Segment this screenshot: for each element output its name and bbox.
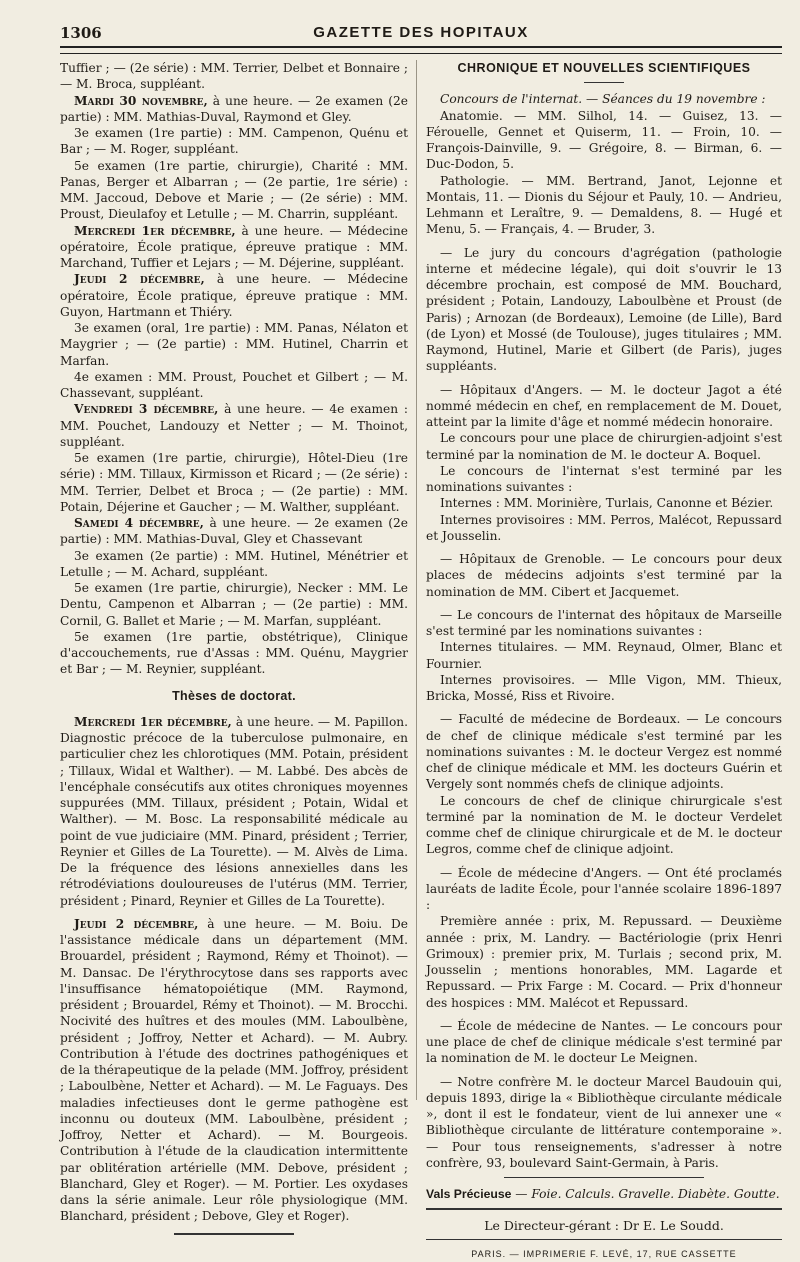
day-heading: Mercredi 1er décembre, — [74, 714, 232, 729]
paragraph: Tuffier ; — (2e série) : MM. Terrier, Delbet et Bonnaire ; — M. Broca, suppléant. — [60, 61, 408, 92]
entry-text: à une heure. — Médecine opératoire, École pratique, épreuve pratique : MM. Guyon, Hartmann et Thiéry. — [60, 272, 408, 319]
paragraph: Le concours de chef de clinique chirurgicale s'est terminé par la nomination de M. le docteur Verdelet comme chef de clinique chirurgicale et de M. le docteur Legros, comme chef de clinique adjoint. — [426, 793, 782, 857]
day-heading: Jeudi 2 décembre, — [74, 916, 199, 931]
day-heading: Vendredi 3 décembre, — [74, 402, 219, 417]
day-heading: Jeudi 2 décembre, — [74, 272, 205, 287]
paragraph: 4e examen : MM. Proust, Pouchet et Gilbert ; — M. Chassevant, suppléant. — [60, 369, 408, 400]
entry-text: à une heure. — 2e examen (2e partie) : MM. Mathias-Duval, Raymond et Gley. — [60, 93, 408, 124]
running-title: GAZETTE DES HOPITAUX — [313, 24, 529, 41]
printer-line: PARIS. — IMPRIMERIE F. LEVÉ, 17, RUE CASSETTE — [471, 1248, 737, 1259]
paragraph: — Hôpitaux d'Angers. — M. le docteur Jagot a été nommé médecin en chef, en remplacement de M. Douet, atteint par la limite d'âge et nommé médecin honoraire. — [426, 382, 782, 429]
paragraph: 5e examen (1re partie, chirurgie), Hôtel-Dieu (1re série) : MM. Tillaux, Kirmisson et Ricard ; — (2e série) : MM. Terrier, Delbet et Broca ; — (2e partie) : MM. Potain, Déjerine et Gaucher ; — M. Walther, suppléant. — [60, 451, 408, 514]
day-heading: Mercredi 1er décembre, — [74, 223, 236, 238]
day-heading: Mardi 30 novembre, — [74, 93, 208, 108]
paragraph: Internes provisoires : MM. Perros, Malécot, Repussard et Jousselin. — [426, 512, 782, 543]
paragraph: 3e examen (1re partie) : MM. Campenon, Quénu et Bar ; — M. Roger, suppléant. — [60, 126, 408, 157]
paragraph: — École de médecine de Nantes. — Le concours pour une place de chef de clinique médicale s'est terminé par la nomination de M. le docteur Le Meignen. — [426, 1018, 782, 1066]
paragraph: Pathologie. — MM. Bertrand, Janot, Lejonne et Montais, 11. — Dionis du Séjour et Pauly, 10. — Andrieu, Lehmann et Leraître, 9. — Demaldens, 8. — Hugé et Menu, 5. — Français, 4. — Bruder, 3. — [426, 173, 782, 237]
paragraph: — Faculté de médecine de Bordeaux. — Le concours de chef de clinique médicale s'est terminé par les nominations suivantes : M. le docteur Vergez est nommé chef de clinique médicale et MM. les docteurs Guérin et Vergely sont nommés chefs de clinique adjoints. — [426, 712, 782, 792]
paragraph: — École de médecine d'Angers. — Ont été proclamés lauréats de ladite École, pour l'année scolaire 1896-1897 : — [426, 865, 782, 912]
paragraph: Internes : MM. Morinière, Turlais, Canonne et Bézier. — [440, 496, 774, 511]
column-end-rule — [174, 1233, 294, 1235]
footer-rule — [426, 1208, 782, 1210]
exam-day-entry — [60, 401, 408, 450]
exam-day-entry — [60, 93, 408, 126]
paragraph: Le concours pour une place de chirurgien-adjoint s'est terminé par la nomination de M. le docteur A. Boquel. — [426, 431, 782, 462]
paragraph: 5e examen (1re partie, chirurgie), Charité : MM. Panas, Berger et Albarran ; — (2e partie, 1re série) : MM. Jaccoud, Debove et Marie ; — (2e série) : MM. Proust, Dieulafoy et Letulle ; — M. Charrin, suppléant. — [60, 158, 408, 222]
thesis-day-entry — [60, 916, 408, 1225]
paragraph: 3e examen (oral, 1re partie) : MM. Panas, Nélaton et Maygrier ; — (2e partie) : MM. Hutinel, Charrin et Marfan. — [60, 321, 408, 368]
separator-rule — [504, 1177, 704, 1178]
paragraph: — Le concours de l'internat des hôpitaux de Marseille s'est terminé par les nominations suivantes : — [426, 607, 782, 638]
entry-text: à une heure. — M. Papillon. Diagnostic précoce de la tuberculose pulmonaire, en particulier chez les chlorotiques (MM. Potain, président ; Tillaux, Widal et Walther). — M. Labbé. Des abcès de l'encéphale consécutifs aux otites chroniques moyennes suppurées (MM. Tillaux, président ; Potain, Widal et Walther). — M. Bosc. La responsabilité médicale au point de vue judiciaire (MM. Pinard, président ; Terrier, Reynier et Gilles de La Tourette). — M. Alvès de Lima. De la fréquence des lésions annexielles dans les rétrodéviations douloureuses de l'utérus (MM. Terrier, président ; Pinard, Reynier et Gilles de La Tourette). — [60, 714, 408, 908]
entry-text: à une heure. — M. Boiu. De l'assistance médicale dans un département (MM. Brouardel, président ; Raymond, Rémy et Thoinot). — M. Dansac. De l'érythrocytose dans ses rapports avec l'insuffisance hématopoiétique (MM. Raymond, président ; Brouardel, Rémy et Thoinot). — M. Brocchi. Nocivité des huîtres et des moules (MM. Laboulbène, président ; Joffroy, Netter et Achard). — M. Aubry. Contribution à l'étude des doctrines pathogéniques et de la thérapeutique de la pelade (MM. Joffroy, président ; Laboulbène, Netter et Achard). — M. Le Faguays. Des maladies infectieuses dont le germe pathogène est inconnu ou douteux (MM. Laboulbène, président ; Joffroy, Netter et Achard). — M. Bourgeois. Contribution à l'étude de la claudication intermittente par oblitération artérielle (MM. Debove, président ; Blanchard, Gley et Roger). — M. Portier. Les oxydases dans la série animale. Leur rôle physiologique (MM. Blanchard, président ; Debove, Gley et Roger). — [60, 916, 408, 1224]
footer-rule — [426, 1239, 782, 1240]
exam-day-entry — [60, 515, 408, 548]
left-column — [60, 60, 408, 1243]
theses-heading: Thèses de doctorat. — [172, 688, 296, 703]
paragraph: — Le jury du concours d'agrégation (pathologie interne et médecine légale), qui doit s'ouvrir le 13 décembre prochain, est composé de MM. Bouchard, président ; Potain, Landouzy, Laboulbène et Proust (de Paris) ; Arnozan (de Bordeaux), Lemoine (de Lille), Bard (de Lyon) et Mossé (de Toulouse), juges titulaires ; MM. Raymond, Hutinel, Marie et Gilbert (de Paris), juges suppléants. — [426, 245, 782, 374]
entry-text: à une heure. — 2e examen (2e partie) : MM. Mathias-Duval, Gley et Chassevant — [60, 516, 408, 547]
header-rule — [60, 46, 782, 54]
paragraph: Anatomie. — MM. Silhol, 14. — Guisez, 13. — Férouelle, Gennet et Quiserm, 11. — Froin, 10. — François-Dainville, 9. — Grégoire, 8. — Birman, 6. — Duc-Dodon, 5. — [426, 108, 782, 172]
section-title: CHRONIQUE ET NOUVELLES SCIENTIFIQUES — [457, 61, 751, 75]
day-heading: Samedi 4 décembre, — [74, 516, 204, 530]
section-rule — [584, 82, 624, 83]
paragraph: Internes titulaires. — MM. Reynaud, Olmer, Blanc et Fournier. — [426, 640, 782, 671]
exam-day-entry — [60, 223, 408, 272]
advertisement — [426, 1186, 782, 1202]
thesis-day-entry — [60, 714, 408, 909]
page-number: 1306 — [60, 24, 102, 42]
paragraph: 5e examen (1re partie, chirurgie), Necker : MM. Le Dentu, Campenon et Albarran ; — (2e partie) : MM. Cornil, G. Ballet et Marie ; — M. Marfan, suppléant. — [60, 581, 408, 628]
ad-text: — Foie. Calculs. Gravelle. Diabète. Goutte. — [511, 1187, 780, 1201]
column-divider — [416, 60, 417, 1100]
right-column — [426, 60, 782, 1262]
paragraph: Première année : prix, M. Repussard. — Deuxième année : prix, M. Landry. — Bactériologie (prix Henri Grimoux) : premier prix, M. Turlais ; second prix, M. Jousselin ; mentions honorables, MM. Lagarde et Repussard. — Prix Farge : M. Cocard. — Prix d'honneur des hospices : MM. Malécot et Repussard. — [426, 914, 782, 1010]
director-line: Le Directeur-gérant : Dr E. Le Soudd. — [484, 1218, 724, 1234]
paragraph: Concours de l'internat. — Séances du 19 novembre : — [440, 92, 766, 107]
paragraph: 5e examen (1re partie, obstétrique), Clinique d'accouchements, rue d'Assas : MM. Quénu, Maygrier et Bar ; — M. Reynier, suppléant. — [60, 629, 408, 677]
paragraph: Le concours de l'internat s'est terminé par les nominations suivantes : — [426, 463, 782, 494]
paragraph: 3e examen (2e partie) : MM. Hutinel, Ménétrier et Letulle ; — M. Achard, suppléant. — [60, 548, 408, 579]
ad-title: Vals Précieuse — [426, 1187, 512, 1201]
entry-text: à une heure. — 4e examen : MM. Pouchet, Landouzy et Netter ; — M. Thoinot, suppléant. — [60, 402, 408, 449]
paragraph: — Hôpitaux de Grenoble. — Le concours pour deux places de médecins adjoints s'est terminé par la nomination de MM. Cibert et Jacquemet. — [426, 552, 782, 599]
entry-text: à une heure. — Médecine opératoire, École pratique, épreuve pratique : MM. Marchand, Tuffier et Lejars ; — M. Déjerine, suppléant. — [60, 223, 408, 270]
paragraph: Internes provisoires. — Mlle Vigon, MM. Thieux, Bricka, Mossé, Riss et Rivoire. — [426, 672, 782, 703]
exam-day-entry — [60, 271, 408, 320]
paragraph: — Notre confrère M. le docteur Marcel Baudouin qui, depuis 1893, dirige la « Bibliothèque circulante médicale », dont il est le fondateur, vient de lui annexer une « Bibliothèque circulante de littérature contemporaine ». — Pour tous renseignements, s'adresser à notre confrère, 93, boulevard Saint-Germain, à Paris. — [426, 1074, 782, 1170]
